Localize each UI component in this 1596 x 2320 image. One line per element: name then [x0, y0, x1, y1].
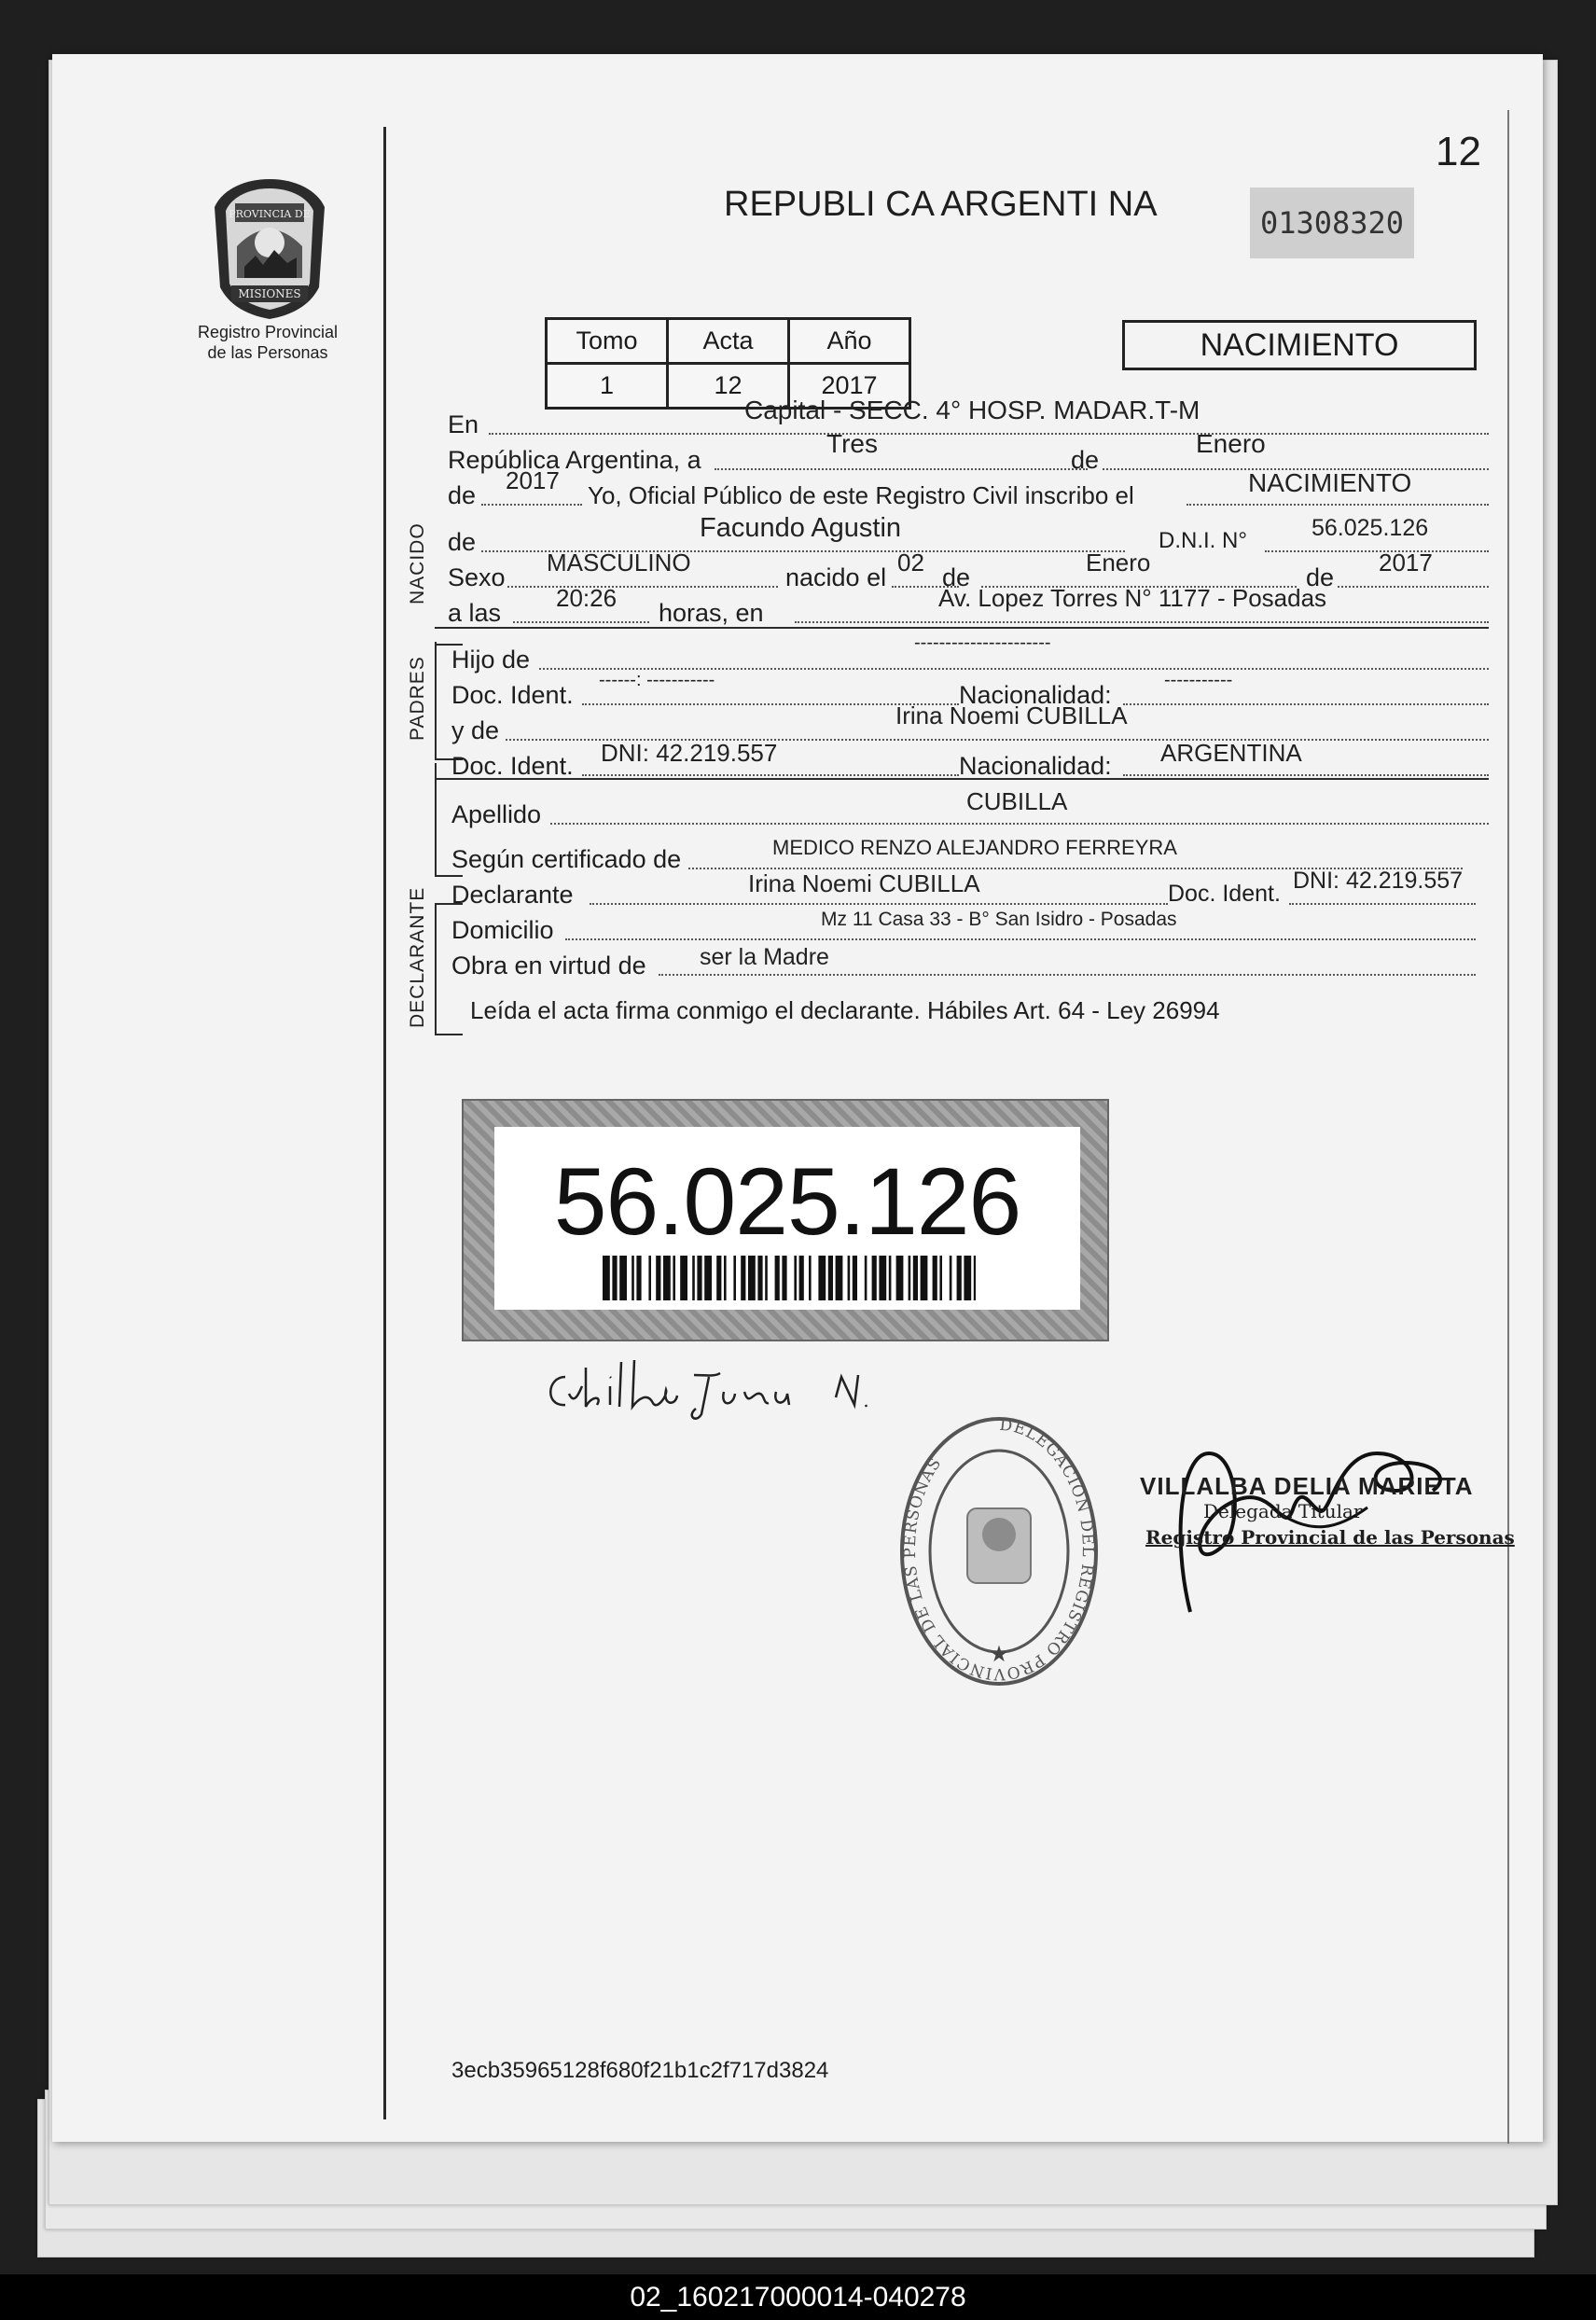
field-dia: Tres: [826, 429, 878, 458]
barcode-bar: [809, 1256, 812, 1300]
svg-text:MISIONES: MISIONES: [238, 287, 301, 300]
label-hijo-de: Hijo de: [451, 646, 531, 674]
record-type-box: NACIMIENTO: [1122, 320, 1477, 370]
barcode-bar: [631, 1256, 634, 1300]
label-de-anio: de: [448, 481, 477, 509]
field-padre: ----------------------: [914, 632, 1051, 653]
label-a-las: a las: [448, 599, 502, 627]
field-en-virtud: ser la Madre: [700, 944, 829, 970]
barcode-bar: [974, 1256, 976, 1300]
barcode-bar: [879, 1256, 886, 1300]
barcode-bar: [848, 1256, 851, 1300]
side-label-declarante: DECLARANTE: [407, 886, 428, 1028]
barcode-bar: [939, 1256, 942, 1300]
page-number: 12: [1436, 129, 1481, 174]
field-line: [550, 823, 1489, 825]
barcode-bar: [692, 1256, 695, 1300]
official-name: VILLALBA DELIA MARIETA: [1140, 1472, 1474, 1500]
barcode-bar: [663, 1256, 671, 1300]
label-nacionalidad-madre: Nacionalidad:: [959, 752, 1112, 780]
field-lugar: Capital - SECC. 4° HOSP. MADAR.T-M: [744, 396, 1200, 424]
barcode-bar: [921, 1256, 928, 1300]
field-apellido: CUBILLA: [966, 787, 1068, 815]
field-line: [659, 974, 1476, 976]
bracket-tick: [435, 1034, 463, 1035]
barcode-bar: [765, 1256, 768, 1300]
label-nacionalidad-padre: Nacionalidad:: [959, 681, 1112, 709]
acta-value: 12: [668, 364, 789, 409]
anio-header: Año: [789, 319, 910, 364]
barcode-bar: [636, 1256, 641, 1300]
barcode-bar: [889, 1256, 892, 1300]
barcode-bar: [909, 1256, 911, 1300]
field-line: [1265, 550, 1489, 552]
barcode-bar: [964, 1256, 971, 1300]
field-line: [489, 433, 1489, 435]
dni-sticker: [462, 1099, 1109, 1341]
nacido-bracket: [435, 642, 437, 758]
side-label-padres: PADRES: [407, 656, 428, 741]
field-line: [1187, 504, 1489, 506]
svg-text:DELEGACION DEL REGISTRO PROVIN: DELEGACION DEL REGISTRO PROVINCIAL DE LAS PERSONAS: [900, 1415, 1098, 1684]
label-sexo: Sexo: [448, 563, 506, 591]
label-nacido-el: nacido el: [785, 563, 887, 591]
right-margin-line: [1507, 110, 1509, 2144]
barcode-bar: [872, 1256, 877, 1300]
field-nac-dia: 02: [897, 549, 924, 577]
svg-text:★: ★: [989, 1642, 1009, 1667]
barcode-bar: [853, 1256, 857, 1300]
dni-sticker-face: [494, 1127, 1080, 1310]
field-nombre: Facundo Agustin: [700, 513, 902, 543]
barcode-bar: [648, 1256, 651, 1300]
field-lugar-nac: Av. Lopez Torres N° 1177 - Posadas: [938, 584, 1327, 612]
field-certificado: MEDICO RENZO ALEJANDRO FERREYRA: [772, 836, 1177, 859]
field-nac-mes: Enero: [1086, 549, 1151, 577]
barcode-bar: [775, 1256, 780, 1300]
barcode-bar: [757, 1256, 762, 1300]
barcode-bar: [748, 1256, 756, 1300]
field-line: [1123, 703, 1489, 705]
label-domicilio: Domicilio: [451, 916, 554, 944]
padres-bracket: [435, 763, 437, 875]
field-line: [513, 621, 649, 623]
field-padre-doc: ------: -----------: [599, 670, 715, 690]
tomo-value: 1: [547, 364, 668, 409]
label-de: de: [1071, 446, 1100, 474]
scan-file-id: 02_160217000014-040278: [630, 2282, 966, 2313]
field-mes: Enero: [1196, 429, 1266, 458]
label-doc-ident-madre: Doc. Ident.: [451, 752, 574, 780]
birth-certificate-page: [52, 54, 1543, 2142]
field-madre: Irina Noemi CUBILLA: [895, 702, 1128, 729]
side-label-nacido: NACIDO: [407, 522, 428, 604]
field-line: [715, 468, 1088, 470]
barcode-bar: [741, 1256, 745, 1300]
acta-header: Acta: [668, 319, 789, 364]
barcode-bar: [724, 1256, 727, 1300]
barcode-bar: [836, 1256, 843, 1300]
label-apellido: Apellido: [451, 800, 542, 828]
barcode: [603, 1256, 976, 1300]
barcode-bar: [733, 1256, 736, 1300]
field-dni: 56.025.126: [1311, 515, 1429, 541]
field-nac-anio: 2017: [1379, 549, 1433, 577]
label-segun-certificado: Según certificado de: [451, 845, 682, 873]
field-line: [795, 621, 1489, 623]
field-anio: 2017: [506, 466, 560, 494]
barcode-bar: [794, 1256, 797, 1300]
tomo-header: Tomo: [547, 319, 668, 364]
label-doc-ident-declarante: Doc. Ident.: [1168, 881, 1281, 907]
field-line: [481, 504, 582, 506]
barcode-bar: [933, 1256, 937, 1300]
label-yo-oficial: Yo, Oficial Público de este Registro Civil inscribo el: [588, 481, 1134, 509]
label-republica-a: República Argentina, a: [448, 446, 701, 474]
field-declarante: Irina Noemi CUBILLA: [748, 869, 980, 897]
barcode-bar: [704, 1256, 712, 1300]
field-domicilio: Mz 11 Casa 33 - B° San Isidro - Posadas: [821, 909, 1177, 930]
left-margin-line: [383, 127, 386, 2119]
scan-footer-bar: [0, 2274, 1596, 2320]
declarante-bracket: [435, 903, 437, 1034]
field-madre-nac: ARGENTINA: [1160, 739, 1302, 767]
barcode-bar: [782, 1256, 786, 1300]
barcode-bar: [680, 1256, 687, 1300]
label-de-nombre: de: [448, 528, 477, 556]
barcode-bar: [950, 1256, 952, 1300]
svg-text:PROVINCIA DE: PROVINCIA DE: [229, 208, 311, 220]
barcode-bar: [612, 1256, 617, 1300]
barcode-bar: [828, 1256, 833, 1300]
official-title: Delegada Titular: [1203, 1500, 1363, 1522]
field-line: [1123, 774, 1489, 776]
field-padre-nac: -----------: [1164, 670, 1233, 690]
field-line: [565, 938, 1476, 940]
field-line: [582, 774, 959, 776]
section-divider: [435, 778, 1489, 780]
barcode-bar: [619, 1256, 627, 1300]
bracket-tick: [435, 875, 463, 877]
barcode-bar: [716, 1256, 721, 1300]
field-hora: 20:26: [556, 584, 618, 612]
label-declarante: Declarante: [451, 881, 574, 909]
label-dni-n: D.N.I. N°: [1159, 528, 1247, 553]
label-de-mes: de: [942, 563, 971, 591]
dni-sticker-number: 56.025.126: [553, 1148, 1021, 1255]
barcode-bar: [799, 1256, 804, 1300]
section-divider: [435, 627, 1489, 629]
field-declarante-doc: DNI: 42.219.557: [1293, 868, 1464, 894]
label-obra-en-virtud: Obra en virtud de: [451, 952, 646, 979]
registry-name-line1: Registro Provincial: [197, 323, 339, 341]
label-en: En: [448, 410, 479, 438]
registry-name-line2: de las Personas: [207, 343, 328, 362]
barcode-bar: [896, 1256, 904, 1300]
field-line: [507, 586, 778, 588]
field-inscribe: NACIMIENTO: [1248, 468, 1412, 497]
barcode-bar: [603, 1256, 610, 1300]
label-y-de: y de: [451, 716, 500, 744]
label-de-anio2: de: [1306, 563, 1335, 591]
document-hash: 3ecb35965128f680f21b1c2f717d3824: [451, 2058, 829, 2083]
field-line: [1338, 586, 1489, 588]
barcode-bar: [673, 1256, 675, 1300]
anio-value: 2017: [789, 364, 910, 409]
field-line: [1289, 903, 1476, 905]
province-shield-logo: [207, 175, 332, 321]
declarant-signature: [537, 1349, 892, 1424]
barcode-bar: [913, 1256, 918, 1300]
barcode-bar: [957, 1256, 962, 1300]
country-title: REPUBLI CA ARGENTI NA: [724, 185, 1158, 224]
barcode-bar: [818, 1256, 826, 1300]
label-horas-en: horas, en: [659, 599, 764, 627]
barcode-bar: [697, 1256, 701, 1300]
registry-seal-stamp: [896, 1411, 1102, 1691]
closing-text: Leída el acta firma conmigo el declarante. Hábiles Art. 64 - Ley 26994: [470, 996, 1220, 1024]
field-sexo: MASCULINO: [547, 549, 691, 577]
field-madre-doc: DNI: 42.219.557: [601, 739, 778, 767]
barcode-bar: [656, 1256, 660, 1300]
field-line: [590, 903, 1168, 905]
official-org: Registro Provincial de las Personas: [1145, 1526, 1515, 1549]
label-doc-ident-padre: Doc. Ident.: [451, 681, 574, 709]
barcode-bar: [865, 1256, 867, 1300]
control-number-label: 01308320: [1250, 188, 1414, 258]
